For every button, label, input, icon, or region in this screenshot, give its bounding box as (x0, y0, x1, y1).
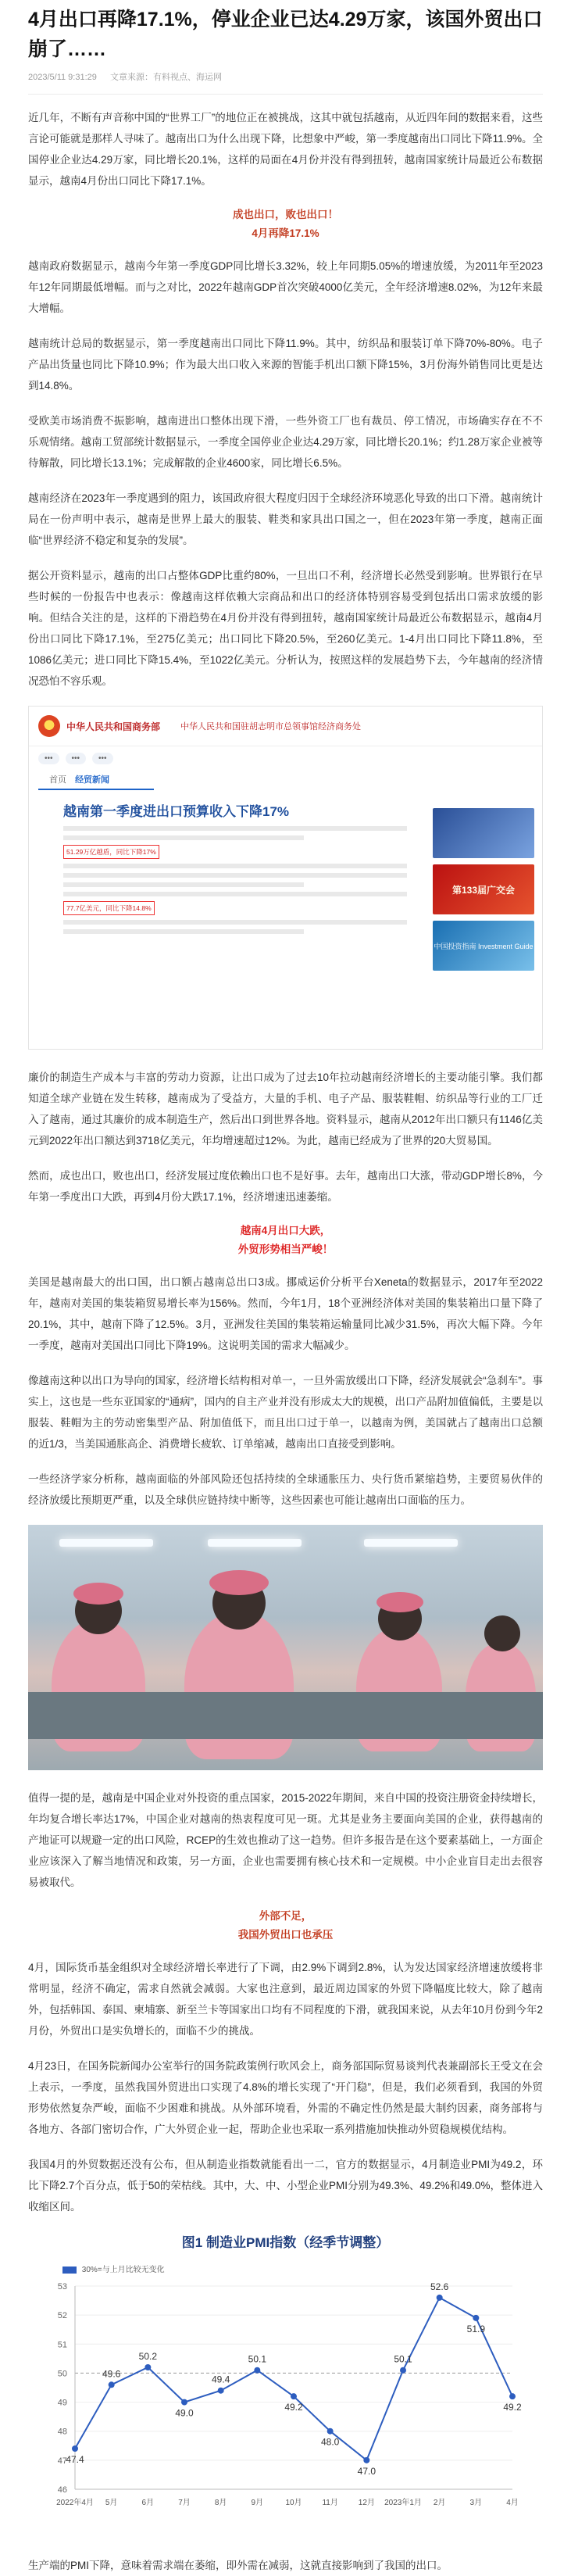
article-meta (28, 70, 543, 83)
x-tick-label: 5月 (105, 2499, 118, 2507)
article-title: 4月出口再降17.1%，停业企业已达4.29万家，该国外贸出口崩了…… (28, 9, 543, 60)
data-label: 47.0 (357, 2465, 377, 2477)
pmi-chart (28, 2231, 543, 2544)
ministry-highlight-2: 77.7亿美元，同比下降14.8% (63, 901, 155, 915)
x-tick-label: 4月 (506, 2499, 519, 2507)
section-heading-2-line-2: 外贸形势相当严峻！ (237, 1243, 334, 1255)
section-heading-3 (28, 1907, 543, 1945)
ministry-site-name: 中华人民共和国商务部 (66, 721, 161, 732)
text-line (63, 882, 304, 887)
paragraph-15: 我国4月的外贸数据还没有公布，但从制造业指数就能看出一二，官方的数据显示，4月制造业PMI为49.2，环比下降2.7个百分点，低于50的荣枯线。其中，大、中、小型企业PMI分别为49.3%、49.2%和49.0%，整体进入收缩区间。 (28, 2159, 543, 2213)
paragraph-3: 越南统计总局的数据显示，第一季度越南出口同比下降11.9%。其中，纺织品和服装订单下降70%-80%。电子产品出货量也同比下降10.9%；作为最大出口收入来源的智能手机出口额下降15%，3月份海外销售同比更是达到14.8%。 (28, 338, 543, 392)
paragraph-4: 受欧美市场消费不振影响，越南进出口整体出现下滑，一些外资工厂也有裁员、停工情况，市场确实存在不不乐观情绪。越南工贸部统计数据显示，一季度全国停业企业达4.29万家，同比增长20.1%；约1.28万家企业被等待解散，同比增长13.1%；完成解散的企业4600家，同比增长6.5%。 (28, 415, 543, 469)
text-line (63, 892, 407, 896)
ceiling-light (364, 1539, 458, 1547)
ministry-article-headline: 越南第一季度进出口预算收入下降17% (63, 804, 290, 819)
data-label: 47.4 (66, 2454, 84, 2465)
y-tick-label: 53 (57, 2282, 67, 2292)
data-label: 49.2 (284, 2402, 303, 2413)
paragraph-11: 一些经济学家分析称，越南面临的外部风险还包括持续的全球通胀压力、央行货币紧缩趋势，主要贸易伙伴的经济放缓比预期更严重，以及全球供应链持续中断等，这些因素也可能让越南出口面临的压力。 (28, 1473, 543, 1506)
article-source: 文章来源：有料视点、海运网 (109, 73, 222, 82)
sidebar-banner-building (433, 808, 534, 858)
paragraph-14: 4月23日，在国务院新闻办公室举行的国务院政策例行吹风会上，商务部国际贸易谈判代表兼副部长王受文在会上表示，一季度，虽然我国外贸进出口实现了4.8%的增长实现了“开门稳”，但是，我们必须看到，我国的外贸形势依然复杂严峻，面临不少困难和挑战。从外部环境看，外需的不确定性仍然是最大制约因素，商务部将与各地方、各部门密切合作，广大外贸企业一起，帮助企业也采取一系列措施加快推动外贸稳规模优结构。 (28, 2060, 543, 2135)
data-point (327, 2428, 334, 2435)
pmi-chart-svg (28, 2231, 543, 2544)
consulate-name: 中华人民共和国驻胡志明市总领事馆经济商务处 (180, 722, 362, 732)
nav-pill-1: ••• (38, 753, 59, 764)
y-tick-label: 50 (57, 2369, 67, 2379)
data-label: 52.6 (430, 2281, 449, 2292)
sidebar-banner-canton-fair: 第133届广交会 (433, 864, 534, 914)
worker-cap (209, 1570, 269, 1595)
breadcrumb-home: 首页 (49, 775, 66, 785)
x-tick-label: 8月 (214, 2499, 227, 2507)
text-line (63, 929, 304, 934)
series-line (75, 2298, 512, 2460)
text-line (63, 826, 407, 831)
ministry-breadcrumb (38, 770, 154, 790)
data-label: 50.1 (248, 2353, 267, 2365)
embedded-ministry-screenshot (28, 706, 543, 1050)
worker-cap (73, 1583, 123, 1605)
paragraph-6: 据公开资料显示，越南的出口占整体GDP比重约80%，一旦出口不利，经济增长必然受到影响。世界银行在早些时候的一份报告中也表示：像越南这样依赖大宗商品和出口的经济体特别容易受到包括出口需求放缓的影响。但结合关注的是，这样的下滑趋势在4月份并没有得到扭转，越南国家统计局最近公布数据显示，越南4月份出口同比下降17.1%，至275亿美元；出口同比下降20.5%，至260亿美元。1-4月出口同比下降11.8%，至1086亿美元；进口同比下降15.4%，至1022亿美元。分析认为，按照这样的发展趋势下去，今年越南的经济情况恐怕不容乐观。 (28, 570, 543, 687)
x-tick-label: 9月 (251, 2499, 264, 2507)
ministry-nav (29, 746, 542, 770)
nav-pill-3: ••• (92, 753, 113, 764)
text-line (63, 835, 304, 840)
national-emblem-icon (38, 715, 60, 737)
data-point (254, 2367, 260, 2374)
ministry-sidebar (433, 808, 534, 977)
ministry-header (29, 707, 542, 746)
paragraph-16: 生产端的PMI下降，意味着需求端在萎缩，即外需在减弱，这就直接影响到了我国的出口。 (28, 2560, 448, 2571)
data-label: 49.4 (211, 2374, 230, 2385)
paragraph-10: 像越南这种以出口为导向的国家，经济增长结构相对单一，一旦外需放缓出口下降，经济发展就会“急刹车”。事实上，这也是一些东亚国家的“通病”，国内的自主产业并没有形成太大的规模，出口产品附加值偏低，主要是以服装、鞋帽为主的劳动密集型产品、附加值低下，而且出口过于单一，以越南为例，美国就占了越南出口总额的近1/3，当美国通胀高企、消费增长疲软、订单缩减，越南出口直接受到影响。 (28, 1375, 543, 1450)
data-point (72, 2445, 78, 2452)
section-heading-3-line-2: 我国外贸出口也承压 (237, 1929, 334, 1941)
data-point (145, 2364, 151, 2370)
x-tick-label: 2023年1月 (384, 2499, 422, 2507)
y-tick-label: 51 (57, 2340, 67, 2350)
nav-pill-2: ••• (66, 753, 87, 764)
section-heading-2-line-1: 越南4月出口大跌， (240, 1225, 331, 1236)
y-tick-label: 52 (57, 2311, 67, 2321)
breadcrumb-section: 经贸新闻 (75, 775, 110, 785)
data-label: 49.2 (503, 2402, 522, 2413)
y-tick-label: 49 (57, 2398, 67, 2408)
section-heading-1 (28, 206, 543, 243)
data-point (509, 2393, 516, 2399)
ministry-highlight-1: 51.29万亿越盾，同比下降17% (63, 845, 159, 859)
divider (28, 94, 543, 95)
legend-label: 30%=与上月比较无变化 (81, 2266, 165, 2274)
paragraph-8: 然而，成也出口，败也出口，经济发展过度依赖出口也不是好事。去年，越南出口大涨，带动GDP增长8%，今年第一季度出口大跌，再到4月份大跌17.1%，经济增速迅速萎缩。 (28, 1170, 543, 1203)
section-heading-3-line-1: 外部不足， (259, 1910, 312, 1922)
y-tick-label: 48 (57, 2427, 67, 2437)
paragraph-5: 越南经济在2023年一季度遇到的阻力，该国政府很大程度归因于全球经济环境恶化导致的出口下滑。越南统计局在一份声明中表示，越南是世界上最大的服装、鞋类和家具出口国之一，但在2023年第一季度，越南正面临“世界经济不稳定和复杂的发展”。 (28, 492, 543, 546)
ministry-highlight-1-wrap (63, 845, 407, 859)
data-label: 49.0 (175, 2407, 194, 2419)
x-tick-label: 10月 (285, 2499, 302, 2507)
data-point (181, 2399, 187, 2406)
text-line (63, 864, 407, 868)
paragraph-7: 廉价的制造生产成本与丰富的劳动力资源，让出口成为了过去10年拉动越南经济增长的主要动能引擎。我们都知道全球产业链在发生转移，越南成为了受益方，大量的手机、电子产品、服装鞋帽、纺织品等行业的工厂迁入了越南，通过其廉价的成本制造生产，然后出口到世界各地。资料显示，越南从2012年出口额只有1146亿美元到2022年出口额达到3718亿美元，年均增速超过12%。为此，越南已经成为了世界的20大贸易国。 (28, 1072, 543, 1147)
data-point (109, 2381, 115, 2388)
data-label: 48.0 (320, 2436, 340, 2448)
factory-workers-photo (28, 1525, 543, 1770)
worker-head (484, 1615, 520, 1651)
ministry-highlight-2-wrap (63, 901, 407, 915)
x-tick-label: 11月 (322, 2499, 338, 2507)
ceiling-light (59, 1539, 153, 1547)
data-point (473, 2315, 479, 2321)
data-label: 50.2 (138, 2351, 158, 2362)
worker-cap (377, 1592, 423, 1612)
paragraph-12: 值得一提的是，越南是中国企业对外投资的重点国家，2015-2022年期间，来自中国的投资注册资金持续增长，年均复合增长率达17%，中国企业对越南的热衷程度可见一斑。尤其是业务主要面向美国的企业，获得越南的产地证可以规避一定的出口风险，RCEP的生效也推动了这一趋势。但许多报告是在这个要素基础上，一方面企业应该深入了解当地情况和政策，另一方面，企业也需要拥有核心技术和一定规模。中小企业盲目走出去很容易被取代。 (28, 1792, 543, 1888)
x-tick-label: 6月 (141, 2499, 155, 2507)
paragraph-2: 越南政府数据显示，越南今年第一季度GDP同比增长3.32%，较上年同期5.05%的增速放缓，为2011年至2023年12年同期最低增幅。而与之对比，2022年越南GDP首次突破4000亿美元，全年经济增速8.02%，为12年来最大增幅。 (28, 260, 543, 314)
data-point (400, 2367, 406, 2374)
section-heading-2 (28, 1222, 543, 1259)
sidebar-banner-investment-guide: 中国投资指南 Investment Guide (433, 921, 534, 971)
data-point (291, 2393, 297, 2399)
paragraph-1: 近几年，不断有声音称中国的“世界工厂”的地位正在被挑战，这其中就包括越南，从近四年间的数据来看，这些言论可能就是那样人寻味了。越南出口为什么出现下降，比想象中严峻，第一季度越南出口同比下降11.9%。全国停业企业达4.29万家，同比增长20.1%，这样的局面在4月份并没有得到扭转，越南国家统计局最近公布数据显示，越南4月份出口同比下降17.1%。 (28, 112, 543, 187)
data-point (437, 2295, 443, 2301)
text-line (63, 920, 407, 925)
x-tick-label: 12月 (358, 2499, 375, 2507)
chart-title: 图1 制造业PMI指数（经季节调整） (181, 2235, 390, 2250)
paragraph-13: 4月，国际货币基金组织对全球经济增长率进行了下调，由2.9%下调到2.8%，认为发达国家经济增速放缓将非常明显，经济不确定，需求自然就会减弱。大家也注意到，最近周边国家的外贸下降幅度比较大，除了越南外，包括韩国、泰国、柬埔寨、新至兰卡等国家出口均有不同程度的下滑，就我国来说，从去年10月份到今年2月份，外贸出口是实负增长的，面临不少的挑战。 (28, 1962, 543, 2037)
y-tick-label: 47 (57, 2456, 67, 2466)
article-date: 2023/5/11 9:31:29 (28, 73, 97, 82)
ministry-article (63, 800, 407, 939)
x-tick-label: 3月 (469, 2499, 483, 2507)
workbench (28, 1692, 543, 1739)
section-heading-1-line-2: 4月再降17.1% (252, 227, 319, 239)
data-label: 49.6 (102, 2368, 121, 2380)
y-tick-label: 46 (57, 2485, 67, 2495)
ceiling-light (208, 1539, 302, 1547)
data-label: 50.1 (394, 2353, 412, 2365)
paragraph-9: 美国是越南最大的出口国，出口额占越南总出口3成。挪威运价分析平台Xeneta的数据显示，2017年至2022年，越南对美国的集装箱贸易增长率为156%。然而，今年1月，18个亚洲经济体对美国的集装箱出口量下降了20.1%，其中，越南下降了12.5%。3月，亚洲发往美国的集装箱运输量同比减少31.5%，再次大幅下降。今年一季度，越南对美国出口同比下降19%。这说明美国的需求大幅减少。 (28, 1276, 543, 1351)
x-tick-label: 2022年4月 (56, 2499, 94, 2507)
x-tick-label: 7月 (178, 2499, 191, 2507)
x-tick-label: 2月 (433, 2499, 446, 2507)
data-point (218, 2388, 224, 2394)
article-page (0, 5, 571, 2576)
text-line (63, 873, 407, 878)
data-label: 51.9 (466, 2323, 486, 2334)
section-heading-1-line-1: 成也出口，败也出口！ (233, 209, 338, 220)
data-point (363, 2457, 369, 2463)
